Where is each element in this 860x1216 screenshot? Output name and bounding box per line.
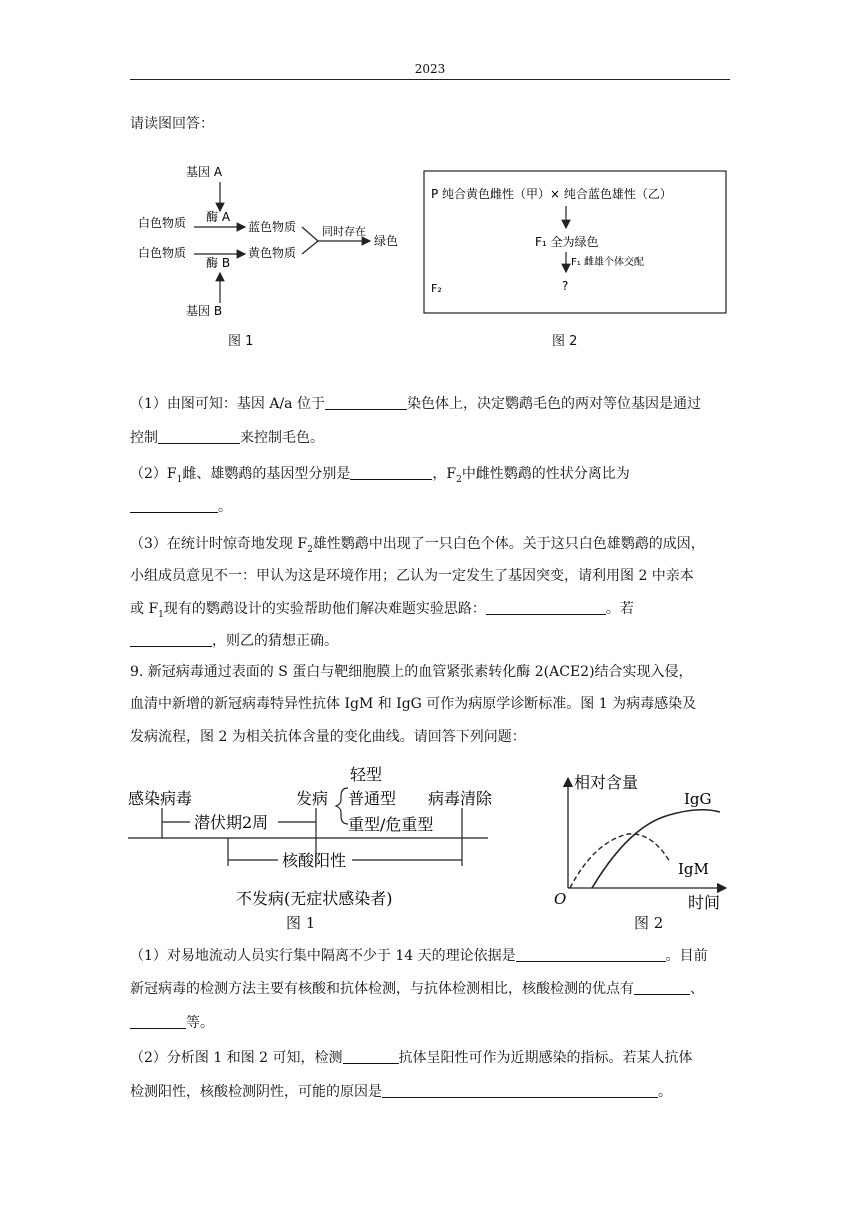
white-substance-2: 白色物质 (138, 246, 187, 260)
green-result: 绿色 (374, 234, 399, 248)
figure-2-caption: 图 2 (552, 334, 578, 349)
igg-series-label: IgG (684, 790, 712, 808)
intro-text: 请读图回答： (130, 116, 214, 132)
q9-figure-1-caption: 图 1 (286, 914, 316, 932)
q9-part2-line2: 检测阳性，核酸检测阴性，可能的原因是 。 (130, 1084, 672, 1100)
answer-blank[interactable] (634, 980, 690, 995)
answer-blank[interactable] (486, 600, 606, 615)
yellow-substance: 黄色物质 (248, 246, 297, 260)
gene-b-label: 基因 B (186, 304, 223, 318)
q8-part3-line1: （3）在统计时惊奇地发现 $F_2$雄性鹦鹉中出现了一只白色个体。关于这只白色雄鹦鹉的成因， (130, 536, 705, 555)
f2-question-mark: ? (562, 279, 569, 293)
q9-part1-line2: 新冠病毒的检测方法主要有核酸和抗体检测，与抗体检测相比，核酸检测的优点有 、 (130, 981, 704, 997)
q9-stem-line3: 发病流程，图 2 为相关抗体含量的变化曲线。请回答下列问题： (130, 729, 526, 745)
igm-curve (570, 834, 670, 888)
q8-part3-line3: 或 $F_1$现有的鹦鹉设计的实验帮助他们解决难题实验思路： 。若 (130, 601, 634, 620)
f1-mating-label: F₁ 雌雄个体交配 (571, 257, 644, 268)
chart-x-label: 时间 (688, 893, 721, 912)
answer-blank[interactable] (158, 429, 240, 444)
q9-part1-line3: 等。 (130, 1013, 214, 1033)
answer-blank[interactable] (382, 1083, 658, 1098)
white-substance-1: 白色物质 (138, 216, 187, 230)
q8-part3-line4: ，则乙的猜想正确。 (130, 631, 338, 651)
answer-blank[interactable] (130, 1014, 186, 1029)
gene-a-label: 基因 A (186, 165, 223, 179)
q9-antibody-chart (548, 766, 738, 916)
q8-part3-line2: 小组成员意见不一：甲认为这是环境作用；乙认为一定发生了基因突变，请利用图 2 中亲本 (130, 568, 694, 584)
header-rule (130, 79, 730, 80)
parent-cross-line: P 纯合黄色雌性（甲）× 纯合蓝色雄性（乙） (431, 187, 672, 201)
page-header-year: 2023 (414, 62, 446, 76)
answer-blank[interactable] (343, 1049, 399, 1064)
timeline-onset-label: 发病 (296, 789, 329, 808)
timeline-cleared-label: 病毒清除 (428, 789, 493, 808)
timeline-infect-label: 感染病毒 (128, 789, 193, 808)
blue-substance: 蓝色物质 (248, 220, 297, 234)
enzyme-a-label: 酶 A (206, 210, 231, 224)
answer-blank[interactable] (130, 498, 218, 513)
chart-origin-label: O (554, 890, 567, 908)
q9-part1-line1: （1）对易地流动人员实行集中隔离不少于 14 天的理论依据是 。目前 (130, 948, 708, 964)
answer-blank[interactable] (516, 947, 666, 962)
coexist-label: 同时存在 (322, 225, 366, 238)
q9-figure-2-caption: 图 2 (634, 914, 664, 932)
q9-stem-line2: 血清中新增的新冠病毒特异性抗体 IgM 和 IgG 可作为病原学诊断标准。图 1 为病毒感染及 (130, 696, 697, 712)
q8-part2-line2: 。 (130, 497, 232, 517)
timeline-nucleic-label: 核酸阳性 (282, 851, 347, 870)
chart-y-label: 相对含量 (574, 773, 639, 792)
timeline-severe-label: 重型/危重型 (348, 815, 434, 834)
answer-blank[interactable] (130, 632, 212, 647)
q9-stem-line1: 9. 新冠病毒通过表面的 S 蛋白与靶细胞膜上的血管紧张素转化酶 2(ACE2)结合实现入侵， (130, 664, 693, 680)
timeline-mild-label: 轻型 (350, 765, 383, 784)
igm-series-label: IgM (678, 860, 709, 878)
timeline-common-label: 普通型 (348, 789, 397, 808)
figure-2-cross-diagram (423, 170, 728, 315)
q8-part1-line2: 控制 来控制毛色。 (130, 430, 324, 446)
q9-part2-line1: （2）分析图 1 和图 2 可知，检测 抗体呈阳性可作为近期感染的指标。若某人抗体 (130, 1050, 693, 1066)
q8-part1-line1: （1）由图可知：基因 A/a 位于 染色体上，决定鹦鹉毛色的两对等位基因是通过 (130, 396, 701, 412)
answer-blank[interactable] (350, 465, 432, 480)
q8-part2-line1: $(2)F_1$雌、雄鹦鹉的基因型分别是 ，$F_2$中雌性鹦鹉的性状分离比为 (130, 466, 630, 485)
f1-result-line: F₁ 全为绿色 (535, 235, 599, 249)
timeline-asymptomatic-label: 不发病(无症状感染者) (236, 889, 393, 908)
figure-1-caption: 图 1 (228, 334, 254, 349)
f2-label: F₂ (431, 282, 442, 295)
q9-timeline-diagram (126, 758, 506, 908)
figure-1-pathway-diagram (130, 155, 420, 350)
answer-blank[interactable] (325, 395, 407, 410)
enzyme-b-label: 酶 B (206, 256, 231, 270)
timeline-incubation-label: 潜伏期2周 (194, 813, 269, 832)
